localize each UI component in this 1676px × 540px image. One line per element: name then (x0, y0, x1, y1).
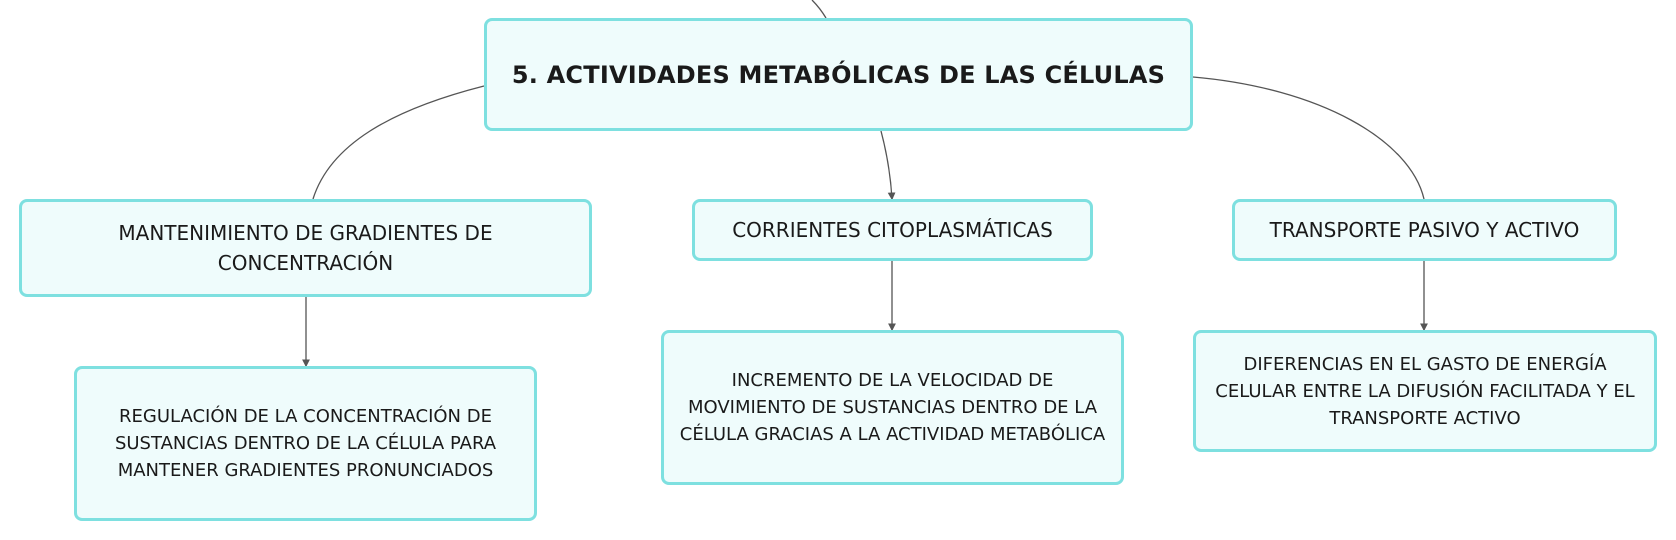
connector-root-to-corrientes (881, 131, 892, 199)
topic-label-transporte: TRANSPORTE PASIVO Y ACTIVO (1269, 218, 1580, 242)
connector-parent-to-root (812, 0, 826, 18)
topic-node-transporte[interactable] (1232, 199, 1617, 261)
subtopic-node-incremento[interactable] (661, 330, 1124, 485)
subtopic-node-regulacion[interactable] (74, 366, 537, 521)
topic-node-gradientes[interactable] (19, 199, 592, 297)
root-topic-node[interactable] (484, 18, 1193, 131)
subtopic-label-diferencias: DIFERENCIAS EN EL GASTO DE ENERGÍA CELULAR ENTRE LA DIFUSIÓN FACILITADA Y EL TRANSPORTE ACTIVO (1215, 353, 1635, 429)
root-topic-label: 5. ACTIVIDADES METABÓLICAS DE LAS CÉLULAS (511, 60, 1166, 89)
subtopic-node-diferencias[interactable] (1193, 330, 1657, 452)
subtopic-label-regulacion: REGULACIÓN DE LA CONCENTRACIÓN DE SUSTANCIAS DENTRO DE LA CÉLULA PARA MANTENER GRADIENTES PRONUNCIADOS (114, 406, 497, 481)
topic-label-corrientes: CORRIENTES CITOPLASMÁTICAS (732, 218, 1053, 242)
connector-root-to-gradientes (313, 86, 484, 199)
topic-node-corrientes[interactable] (692, 199, 1093, 261)
subtopic-label-incremento: INCREMENTO DE LA VELOCIDAD DE MOVIMIENTO DE SUSTANCIAS DENTRO DE LA CÉLULA GRACIAS A LA ACTIVIDAD METABÓLICA (679, 370, 1106, 445)
topic-label-gradientes: MANTENIMIENTO DE GRADIENTES DE CONCENTRACIÓN (118, 221, 493, 275)
connector-root-to-transporte (1193, 77, 1424, 199)
